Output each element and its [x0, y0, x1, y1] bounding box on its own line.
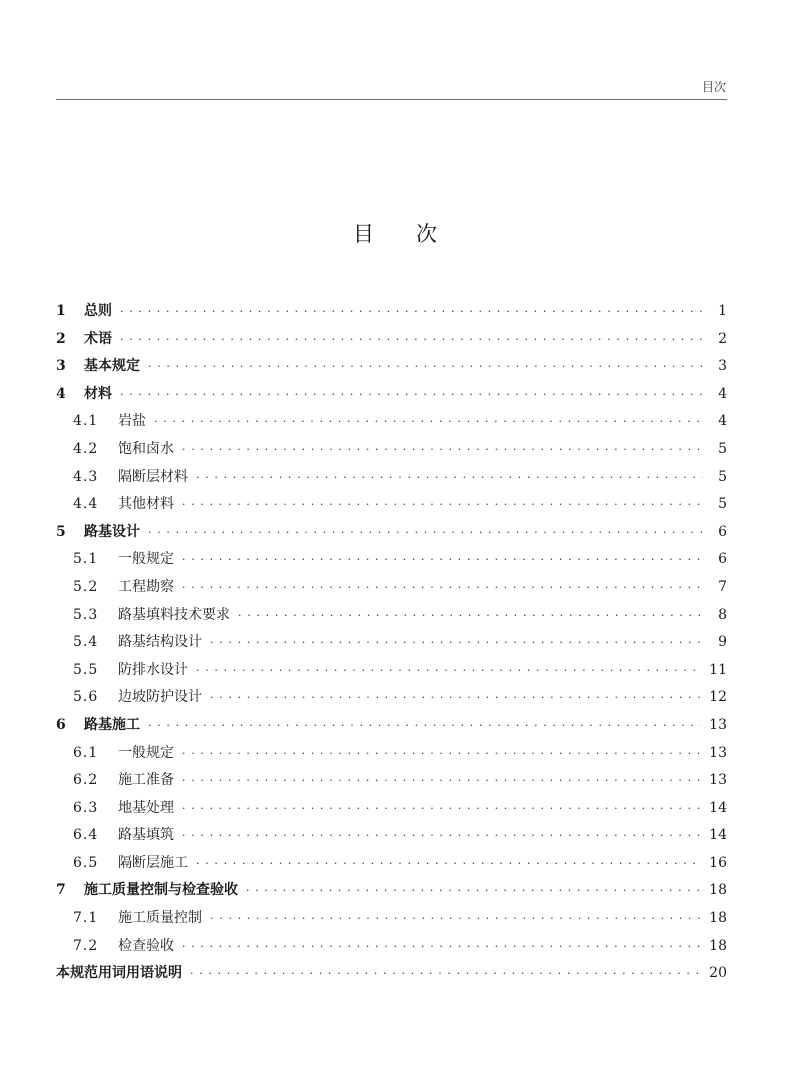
- toc-entry-number: 6.2: [73, 772, 99, 789]
- dot-leader: [210, 629, 703, 657]
- toc-entry-number: 5: [56, 523, 66, 540]
- toc-entry-title: 施工准备: [118, 772, 174, 789]
- dot-leader: [120, 298, 703, 326]
- toc-subsection-entry[interactable]: [56, 822, 727, 850]
- toc-page-number: 5: [718, 468, 727, 485]
- toc-entry-title: 施工质量控制: [118, 910, 202, 927]
- toc-entry-title: 路基填筑: [118, 827, 174, 844]
- toc-page-number: 16: [709, 854, 727, 871]
- toc-chapter-entry[interactable]: [56, 298, 727, 326]
- toc-chapter-entry[interactable]: [56, 712, 727, 740]
- dot-leader: [182, 740, 701, 768]
- toc-entry-title: 路基填料技术要求: [118, 606, 230, 623]
- toc-subsection-entry[interactable]: [56, 464, 727, 492]
- dot-leader: [210, 905, 701, 933]
- toc-page-number: 13: [709, 772, 727, 789]
- toc-entry-title: 路基结构设计: [118, 634, 202, 651]
- toc-page-number: 7: [718, 578, 727, 595]
- toc-entry-number: 4.4: [73, 496, 99, 513]
- toc-entry-title: 工程勘察: [118, 578, 174, 595]
- dot-leader: [182, 767, 701, 795]
- toc-entry-number: 5.2: [73, 578, 99, 595]
- dot-leader: [182, 933, 701, 961]
- dot-leader: [196, 850, 701, 878]
- toc-page-number: 1: [718, 303, 727, 319]
- toc-entry-number: 3: [56, 358, 66, 375]
- toc-subsection-entry[interactable]: [56, 767, 727, 795]
- toc-subsection-entry[interactable]: [56, 546, 727, 574]
- toc-entry-number: 5.6: [73, 689, 99, 706]
- toc-entry-title: 本规范用词用语说明: [56, 965, 182, 982]
- toc-entry-number: 4.1: [73, 413, 99, 430]
- toc-entry-title: 施工质量控制与检查验收: [84, 882, 238, 899]
- dot-leader: [182, 822, 701, 850]
- toc-page-number: 13: [709, 744, 727, 761]
- toc-entry-number: 4.3: [73, 468, 99, 485]
- dot-leader: [182, 491, 703, 519]
- toc-page-number: 18: [709, 882, 727, 899]
- dot-leader: [154, 408, 703, 436]
- toc-page-number: 13: [709, 716, 727, 733]
- toc-entry-number: 6.4: [73, 827, 99, 844]
- toc-subsection-entry[interactable]: [56, 933, 727, 961]
- toc-subsection-entry[interactable]: [56, 629, 727, 657]
- toc-page-number: 3: [718, 358, 727, 375]
- toc-entry-title: 隔断层施工: [118, 854, 188, 871]
- table-of-contents: [56, 298, 727, 988]
- toc-entry-number: 7: [56, 882, 66, 899]
- toc-entry-title: 饱和卤水: [118, 440, 174, 457]
- toc-page-number: 14: [709, 799, 727, 816]
- toc-entry-number: 6: [56, 716, 66, 733]
- dot-leader: [246, 877, 701, 905]
- toc-entry-title: 地基处理: [118, 799, 174, 816]
- running-head: 目次: [701, 80, 726, 94]
- dot-leader: [120, 381, 703, 409]
- dot-leader: [182, 574, 703, 602]
- toc-page-number: 4: [718, 413, 727, 430]
- toc-subsection-entry[interactable]: [56, 491, 727, 519]
- toc-entry-number: 5.4: [73, 634, 99, 651]
- toc-page-number: 2: [718, 330, 727, 347]
- toc-entry-title: 总则: [84, 303, 112, 319]
- dot-leader: [120, 326, 703, 354]
- dot-leader: [210, 684, 701, 712]
- dot-leader: [148, 519, 703, 547]
- toc-entry-title: 防排水设计: [118, 661, 188, 678]
- toc-subsection-entry[interactable]: [56, 684, 727, 712]
- toc-chapter-entry[interactable]: [56, 877, 727, 905]
- toc-entry-number: 6.1: [73, 744, 99, 761]
- toc-entry-number: 5.3: [73, 606, 99, 623]
- dot-leader: [182, 436, 703, 464]
- toc-entry-number: 7.1: [73, 910, 99, 927]
- toc-chapter-entry[interactable]: [56, 960, 727, 988]
- toc-entry-number: 5.1: [73, 551, 99, 568]
- toc-entry-title: 隔断层材料: [118, 468, 188, 485]
- toc-page-number: 18: [709, 937, 727, 954]
- toc-subsection-entry[interactable]: [56, 850, 727, 878]
- toc-page-number: 18: [709, 910, 727, 927]
- toc-page-number: 12: [709, 689, 727, 706]
- toc-entry-title: 基本规定: [84, 358, 140, 375]
- dot-leader: [148, 712, 701, 740]
- dot-leader: [196, 464, 703, 492]
- toc-page-number: 14: [709, 827, 727, 844]
- toc-page-number: 9: [718, 634, 727, 651]
- toc-subsection-entry[interactable]: [56, 574, 727, 602]
- toc-page-number: 6: [718, 523, 727, 540]
- toc-chapter-entry[interactable]: [56, 381, 727, 409]
- toc-entry-title: 术语: [84, 330, 112, 347]
- toc-entry-number: 5.5: [73, 661, 99, 678]
- toc-page-number: 5: [718, 496, 727, 513]
- page-title: 目次: [353, 222, 479, 246]
- toc-subsection-entry[interactable]: [56, 795, 727, 823]
- toc-page-number: 8: [718, 606, 727, 623]
- toc-chapter-entry[interactable]: [56, 326, 727, 354]
- toc-entry-number: 6.3: [73, 799, 99, 816]
- toc-entry-title: 材料: [84, 385, 112, 402]
- toc-subsection-entry[interactable]: [56, 657, 727, 685]
- toc-page-number: 4: [718, 385, 727, 402]
- toc-entry-number: 2: [56, 330, 66, 347]
- toc-chapter-entry[interactable]: [56, 519, 727, 547]
- header-rule: [56, 99, 727, 100]
- toc-subsection-entry[interactable]: [56, 408, 727, 436]
- toc-subsection-entry[interactable]: [56, 602, 727, 630]
- toc-entry-number: 4.2: [73, 440, 99, 457]
- toc-entry-title: 路基施工: [84, 716, 140, 733]
- dot-leader: [182, 546, 703, 574]
- toc-entry-title: 检查验收: [118, 937, 174, 954]
- dot-leader: [196, 657, 701, 685]
- toc-subsection-entry[interactable]: [56, 740, 727, 768]
- dot-leader: [148, 353, 703, 381]
- dot-leader: [182, 795, 701, 823]
- toc-subsection-entry[interactable]: [56, 436, 727, 464]
- toc-entry-title: 岩盐: [118, 413, 146, 430]
- toc-entry-number: 6.5: [73, 854, 99, 871]
- toc-page-number: 11: [709, 661, 727, 678]
- toc-subsection-entry[interactable]: [56, 905, 727, 933]
- toc-entry-number: 7.2: [73, 937, 99, 954]
- toc-entry-number: 4: [56, 385, 66, 402]
- toc-entry-number: 1: [56, 303, 66, 319]
- toc-entry-title: 路基设计: [84, 523, 140, 540]
- toc-entry-title: 边坡防护设计: [118, 689, 202, 706]
- toc-page-number: 6: [718, 551, 727, 568]
- toc-entry-title: 一般规定: [118, 744, 174, 761]
- toc-page-number: 5: [718, 440, 727, 457]
- dot-leader: [238, 602, 703, 630]
- toc-entry-title: 其他材料: [118, 496, 174, 513]
- toc-entry-title: 一般规定: [118, 551, 174, 568]
- dot-leader: [190, 960, 701, 988]
- toc-page-number: 20: [709, 965, 727, 982]
- toc-chapter-entry[interactable]: [56, 353, 727, 381]
